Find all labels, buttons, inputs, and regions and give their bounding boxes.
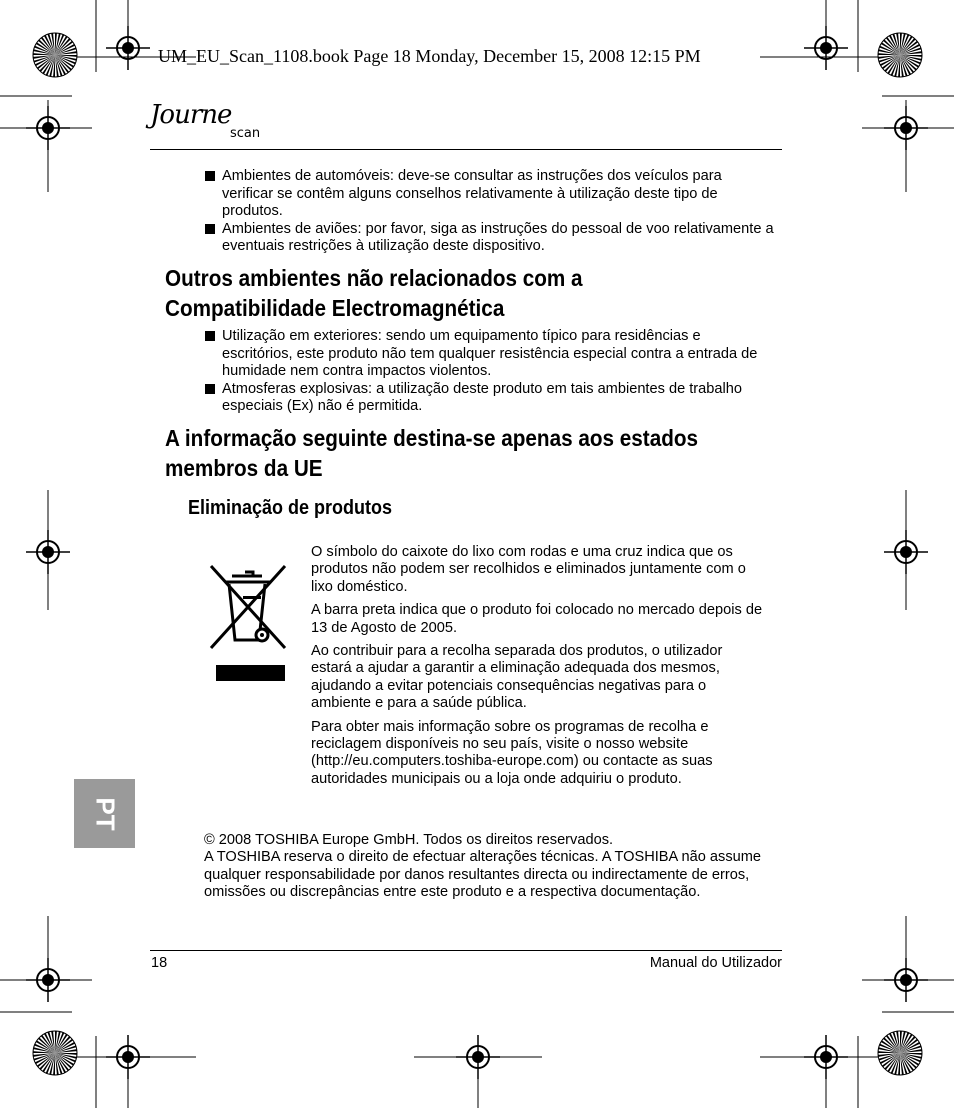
copyright-notice: © 2008 TOSHIBA Europe GmbH. Todos os direitos reservados. A TOSHIBA reserva o direito de efectuar alterações técnicas. A TOSHIBA não assume qualquer responsabilidade por danos resultantes directa ou indirectamente de erros, omissões ou discrepâncias entre este produto e a respectiva documentação. <box>204 832 762 901</box>
registration-mark-icon <box>106 26 150 70</box>
page-number: 18 <box>151 955 168 971</box>
list-item: Utilização em exteriores: sendo um equipamento típico para residências e escritórios, este produto não tem qualquer resistência especial contra a entrada de humidade nem contra impactos violentos. <box>205 328 775 381</box>
printer-star-target-icon <box>33 33 77 77</box>
registration-mark-icon <box>456 1035 500 1079</box>
header-rule <box>150 149 782 150</box>
printer-star-target-icon <box>878 33 922 77</box>
square-bullet-icon <box>205 331 215 341</box>
journe-logo-scan: scan <box>230 126 261 141</box>
list-item: Ambientes de automóveis: deve-se consultar as instruções dos veículos para verificar se contêm alguns conselhos relativamente à utilização deste tipo de produtos. <box>205 168 775 221</box>
square-bullet-icon <box>205 224 215 234</box>
disposal-text: O símbolo do caixote do lixo com rodas e uma cruz indica que os produtos não podem ser recolhidos e eliminados juntamente com o lixo doméstico. A barra preta indica que o produto foi colocado no mercado depois de 13 de Agosto de 2005. Ao contribuir para a recolha separada dos produtos, o utilizador estará a ajudar a garantir a eliminação adequada dos mesmos, ajudando a evitar potenciais consequências negativas para o ambiente e para a saúde pública. Para obter mais informação sobre os programas de recolha e reciclagem disponíveis no seu país, visite o nosso website (http://eu.computers.toshiba-europe.com) ou contacte as suas autoridades municipais ou a loja onde adquiriu o produto. <box>311 544 763 787</box>
language-tab: PT <box>74 779 135 848</box>
section-heading-other-environments: Outros ambientes não relacionados com a Compatibilidade Electromagnética <box>165 265 583 321</box>
registration-mark-icon <box>884 530 928 574</box>
square-bullet-icon <box>205 171 215 181</box>
subheading-product-disposal: Eliminação de produtos <box>188 497 393 519</box>
bullet-list-other <box>205 328 775 416</box>
registration-mark-icon <box>26 106 70 150</box>
registration-mark-icon <box>884 106 928 150</box>
registration-mark-icon <box>884 958 928 1002</box>
list-item: Atmosferas explosivas: a utilização deste produto em tais ambientes de trabalho especiais (Ex) não é permitida. <box>205 381 775 416</box>
footer-rule <box>150 950 782 951</box>
crossed-out-wheelie-bin-icon <box>205 562 291 684</box>
list-item: Ambientes de aviões: por favor, siga as instruções do pessoal de voo relativamente a eventuais restrições à utilização deste dispositivo. <box>205 221 775 256</box>
manual-title: Manual do Utilizador <box>649 955 782 971</box>
book-slug-line: UM_EU_Scan_1108.book Page 18 Monday, December 15, 2008 12:15 PM <box>158 46 701 66</box>
registration-mark-icon <box>804 1035 848 1079</box>
section-heading-eu-info: A informação seguinte destina-se apenas aos estados membros da UE <box>165 425 699 481</box>
registration-mark-icon <box>26 958 70 1002</box>
bullet-list-environments <box>205 168 775 256</box>
printer-star-target-icon <box>33 1031 77 1075</box>
square-bullet-icon <box>205 384 215 394</box>
registration-mark-icon <box>804 26 848 70</box>
registration-mark-icon <box>106 1035 150 1079</box>
journe-logo: Journe <box>150 100 232 130</box>
registration-mark-icon <box>26 530 70 574</box>
printer-star-target-icon <box>878 1031 922 1075</box>
